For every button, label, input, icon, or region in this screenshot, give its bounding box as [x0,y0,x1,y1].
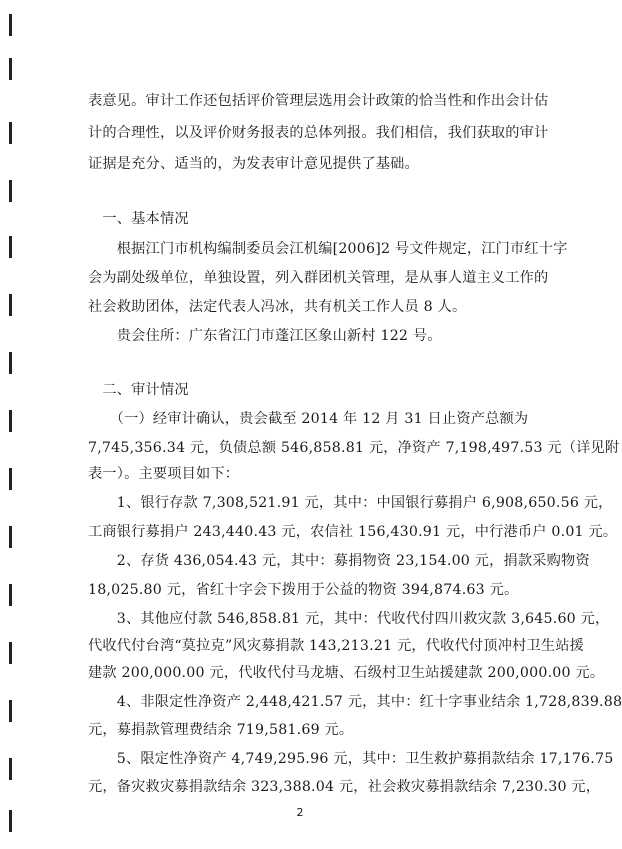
text-line: 1、银行存款 7,308,521.91 元，其中：中国银行募捐户 6,908,650.56 元， [88,495,613,511]
binding-mark [9,584,12,606]
text-line: 会为副处级单位，单独设置，列入群团机关管理，是从事人道主义工作的 [88,270,549,286]
binding-mark [9,700,12,722]
text-line: 18,025.80 元，省红十字会下拨用于公益的物资 394,874.63 元。 [88,582,519,598]
text-line: 元，募捐款管理费结余 719,581.69 元。 [88,722,354,738]
text-line: 元，备灾救灾募捐款结余 323,388.04 元，社会救灾募捐款结余 7,230.30 元， [88,779,601,795]
text-line: 社会救助团体，法定代表人冯冰，共有机关工作人员 8 人。 [88,299,467,315]
binding-mark [9,180,12,202]
text-line: 建款 200,000.00 元，代收代付马龙塘、石级村卫生站援建款 200,000.00 元。 [88,665,605,681]
section-heading: 一、基本情况 [88,211,189,227]
page-number: 2 [296,806,304,819]
text-line: 5、限定性净资产 4,749,295.96 元，其中：卫生救护募捐款结余 17,176.75 [88,751,614,767]
binding-mark [9,468,12,490]
text-line: 计的合理性，以及评价财务报表的总体列报。我们相信，我们获取的审计 [88,125,549,141]
section-heading: 二、审计情况 [88,382,189,398]
text-line: 工商银行募捐户 243,440.43 元，农信社 156,430.91 元，中行港币户 0.01 元。 [88,524,618,540]
text-line: 代收代付台湾“莫拉克”风灾募捐款 143,213.21 元，代收代付顶冲村卫生站援 [88,638,585,654]
text-line: 表意见。审计工作还包括评价管理层选用会计政策的恰当性和作出会计估 [88,93,549,109]
text-line: （一）经审计确认，贵会截至 2014 年 12 月 31 日止资产总额为 [88,411,529,427]
binding-mark [9,14,12,36]
text-line: 7,745,356.34 元，负债总额 546,858.81 元，净资产 7,198,497.53 元（详见附 [88,440,620,456]
text-line: 证据是充分、适当的，为发表审计意见提供了基础。 [88,156,419,172]
binding-mark [9,236,12,258]
binding-mark [9,122,12,144]
binding-mark [9,294,12,316]
binding-mark [9,352,12,374]
binding-mark [9,642,12,664]
text-line: 根据江门市机构编制委员会江机编[2006]2 号文件规定，江门市红十字 [88,241,568,257]
binding-mark [9,758,12,780]
text-line: 2、存货 436,054.43 元，其中：募捐物资 23,154.00 元，捐款采购物资 [88,553,590,569]
text-line: 4、非限定性净资产 2,448,421.57 元，其中：红十字事业结余 1,728,839.88 [88,694,622,710]
text-line: 贵会住所：广东省江门市蓬江区象山新村 122 号。 [88,328,442,344]
text-line: 3、其他应付款 546,858.81 元，其中：代收代付四川救灾款 3,645.60 元， [88,611,610,627]
binding-mark [9,58,12,80]
text-line: 表一）。主要项目如下： [88,466,240,482]
binding-mark [9,526,12,548]
binding-mark [9,410,12,432]
